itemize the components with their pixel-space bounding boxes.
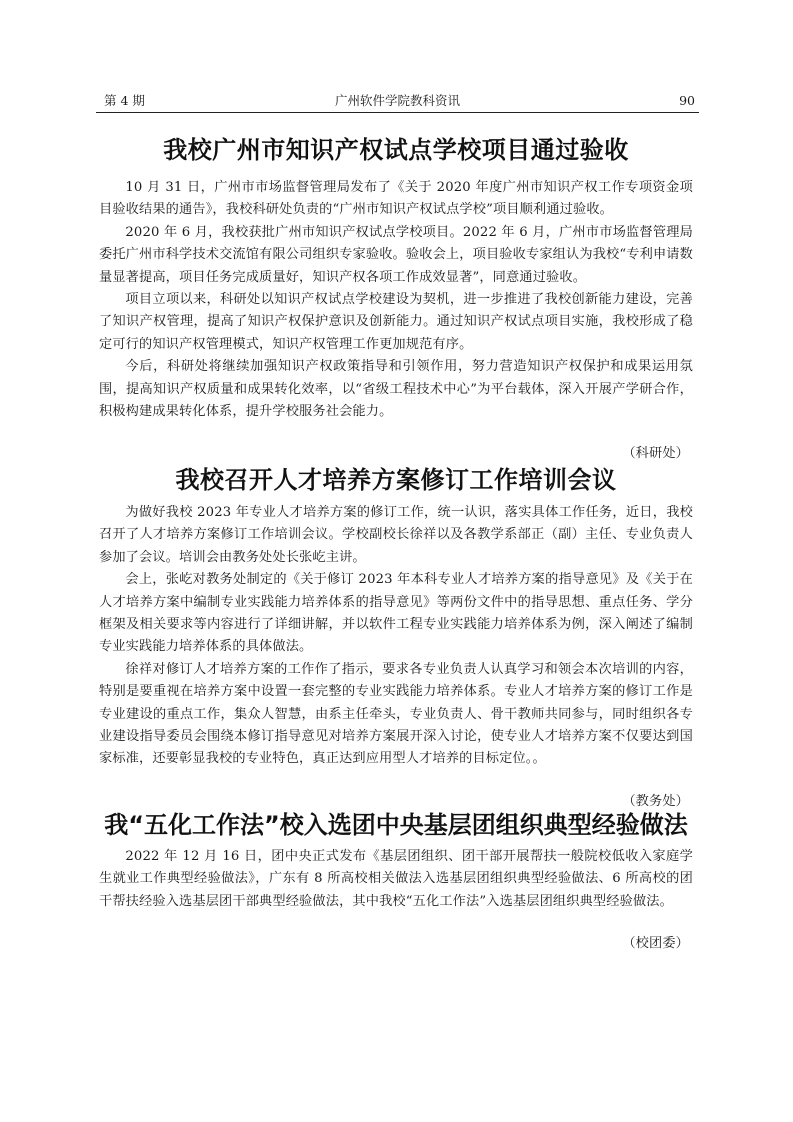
article-source: （校团委） [622,936,689,952]
article-title: 我校召开人才培养方案修订工作培训会议 [175,466,617,494]
article-title: 我“五化工作法”校入选团中央基层团组织典型经验做法 [104,811,688,839]
article-paragraph: 项目立项以来，科研处以知识产权试点学校建设为契机，进一步推进了我校创新能力建设，完善了知识产权管理，提高了知识产权保护意识及创新能力。通过知识产权试点项目实施，我校形成了稳定可行的知识产权管理模式，知识产权管理工作更加规范有序。 [99,292,693,352]
article-ip-pilot-acceptance [99,133,693,466]
article-paragraph: 徐祥对修订人才培养方案的工作作了指示，要求各专业负责人认真学习和领会本次培训的内容，特别是要重视在培养方案中设置一套完整的专业实践能力培养体系。专业人才培养方案的修订工作是专业建设的重点工作，集众人智慧，由系主任牵头，专业负责人、骨干教师共同参与，同时组织各专业建设指导委员会围绕本修订指导意见对培养方案展开深入讨论，使专业人才培养方案不仅要达到国家标准，还要彰显我校的专业特色，真正达到应用型人才培养的目标定位。。 [99,661,693,767]
article-paragraph: 2020 年 6 月，我校获批广州市知识产权试点学校项目。2022 年 6 月，广州市市场监督管理局委托广州市科学技术交流馆有限公司组织专家验收。验收会上，项目验收专家组认为我校“专利申请数量显著提高，项目任务完成质量好，知识产权各项工作成效显著”，同意通过验收。 [99,224,693,285]
article-source: （教务处） [622,793,689,809]
journal-title: 广州软件学院教科资讯 [334,93,460,108]
article-paragraph: 今后，科研处将继续加强知识产权政策指导和引领作用，努力营造知识产权保护和成果运用氛围，提高知识产权质量和成果转化效率，以“省级工程技术中心”为平台载体，深入开展产学研合作，积极构建成果转化体系，提升学校服务社会能力。 [99,359,693,420]
issue-number: 第 4 期 [104,93,145,108]
article-source: （科研处） [622,446,689,462]
article-paragraph: 2022 年 12 月 16 日，团中央正式发布《基层团组织、团干部开展帮扶一般院校低收入家庭学生就业工作典型经验做法》，广东有 8 所高校相关做法入选基层团组织典型经验做法、6 所高校的团干帮扶经验入选基层团干部典型经验做法，其中我校“五化工作法”入选基层团组织典型经验做法。 [99,849,693,909]
running-header [96,93,699,109]
article-title: 我校广州市知识产权试点学校项目通过验收 [163,136,629,164]
article-paragraph: 会上，张屹对教务处制定的《关于修订 2023 年本科专业人才培养方案的指导意见》及《关于在人才培养方案中编制专业实践能力培养体系的指导意见》等两份文件中的指导思想、重点任务、学分框架及相关要求等内容进行了详细讲解，并以软件工程专业实践能力培养体系为例，深入阐述了编制专业实践能力培养体系的具体做法。 [99,572,693,655]
article-paragraph: 10 月 31 日，广州市市场监督管理局发布了《关于 2020 年度广州市知识产权工作专项资金项目验收结果的通告》，我校科研处负责的“广州市知识产权试点学校”项目顺利通过验收。 [99,180,693,218]
article-youth-league-method [99,808,693,956]
page-number: 90 [679,93,695,108]
article-paragraph: 为做好我校 2023 年专业人才培养方案的修订工作，统一认识，落实具体工作任务，近日，我校召开了人才培养方案修订工作培训会议。学校副校长徐祥以及各教学系部正（副）主任、专业负责人参加了会议。培训会由教务处处长张屹主讲。 [99,505,693,565]
article-training-plan-meeting [99,463,693,813]
header-rule [96,112,699,113]
